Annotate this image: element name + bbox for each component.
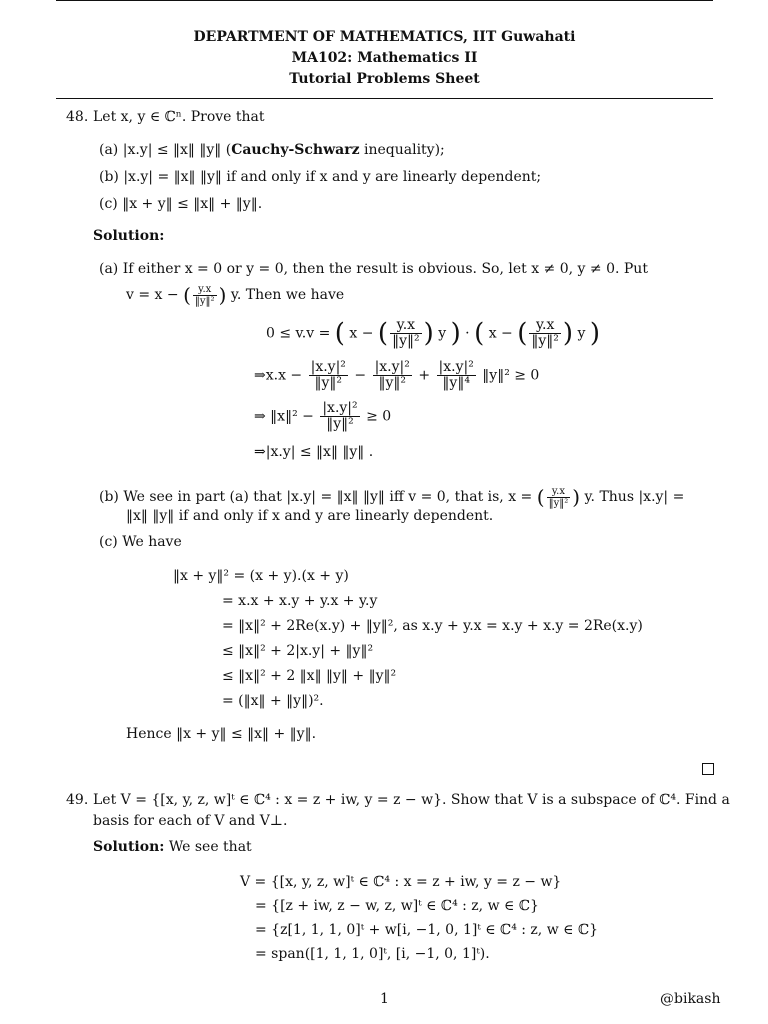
equation-a-line3: ⇒ ‖x‖² − $\frac{\text{|x.y|²}}{\text{‖y‖²}}$ ≥ 0	[254, 400, 392, 432]
author-handle: @bikash	[660, 991, 721, 1007]
solution-a-line1: (a) If either x = 0 or y = 0, then the result is obvious. So, let x ≠ 0, y ≠ 0. Put	[99, 261, 648, 277]
equation-v-line4: = span([1, 1, 1, 0]ᵗ, [i, −1, 0, 1]ᵗ).	[255, 946, 490, 962]
equation-c-line1: ‖x + y‖² = (x + y).(x + y)	[173, 568, 349, 584]
solution-c-intro: (c) We have	[99, 534, 182, 550]
problem-48-statement: Let x, y ∈ ℂⁿ. Prove that	[93, 109, 265, 125]
equation-a-line4: ⇒|x.y| ≤ ‖x‖ ‖y‖ .	[254, 444, 374, 460]
equation-a-line1: 0 ≤ v.v = ( x − ( $\frac{y.x}{\text{‖y‖²}}$ ) y ) · ( x − ( $\frac{y.x}{\text{‖y‖²}}$ ) y )	[266, 317, 601, 349]
problem-48-number: 48.	[66, 109, 89, 125]
header-department: DEPARTMENT OF MATHEMATICS, IIT Guwahati	[193, 29, 576, 45]
problem-48-part-c: (c) ‖x + y‖ ≤ ‖x‖ + ‖y‖.	[99, 196, 263, 212]
qed-box	[702, 763, 714, 775]
solution-b-line2: ‖x‖ ‖y‖ if and only if x and y are linearly dependent.	[126, 508, 494, 524]
equation-v-line2: = {[z + iw, z − w, z, w]ᵗ ∈ ℂ⁴ : z, w ∈ ℂ}	[255, 898, 539, 914]
equation-v-line1: V = {[x, y, z, w]ᵗ ∈ ℂ⁴ : x = z + iw, y = z − w}	[240, 874, 562, 890]
page-number: 1	[380, 991, 389, 1007]
equation-a-line2: ⇒x.x − $\frac{\text{|x.y|²}}{\text{‖y‖²}}$ − $\frac{\text{|x.y|²}}{\text{‖y‖²}}$ + $\frac{\text{|x.y|²}}{\text{‖y‖⁴}}$ ‖y‖² ≥ 0	[254, 359, 540, 391]
equation-v-line3: = {z[1, 1, 1, 0]ᵗ + w[i, −1, 0, 1]ᵗ ∈ ℂ⁴ : z, w ∈ ℂ}	[255, 922, 598, 938]
problem-48-part-a: (a) |x.y| ≤ ‖x‖ ‖y‖ (Cauchy-Schwarz inequality);	[99, 142, 445, 158]
header-rule	[56, 98, 713, 99]
equation-c-line6: = (‖x‖ + ‖y‖)².	[222, 693, 324, 709]
solution-b-line1: (b) We see in part (a) that |x.y| = ‖x‖ ‖y‖ iff v = 0, that is, x = ( $\frac{y.x}{\text{‖y‖²}}$ ) y. Thus |x.y| =	[99, 485, 685, 509]
problem-49-number: 49.	[66, 792, 89, 808]
solution-c-conclusion: Hence ‖x + y‖ ≤ ‖x‖ + ‖y‖.	[126, 726, 317, 742]
equation-c-line4: ≤ ‖x‖² + 2|x.y| + ‖y‖²	[222, 643, 374, 659]
solution-a-line2: v = x − ( $\frac{y.x}{\text{‖y‖²}}$ ) y. Then we have	[126, 283, 345, 307]
top-rule	[56, 0, 713, 1]
equation-c-line2: = x.x + x.y + y.x + y.y	[222, 593, 378, 609]
equation-c-line3: = ‖x‖² + 2Re(x.y) + ‖y‖², as x.y + y.x = x.y + x.y = 2Re(x.y)	[222, 618, 643, 634]
problem-48-part-b: (b) |x.y| = ‖x‖ ‖y‖ if and only if x and y are linearly dependent;	[99, 169, 542, 185]
problem-49-solution: Solution: We see that	[93, 839, 252, 855]
problem-48-solution-label: Solution:	[93, 228, 165, 244]
equation-c-line5: ≤ ‖x‖² + 2 ‖x‖ ‖y‖ + ‖y‖²	[222, 668, 397, 684]
problem-49-statement-line2: basis for each of V and V⊥.	[93, 813, 288, 829]
problem-49-statement-line1: Let V = {[x, y, z, w]ᵗ ∈ ℂ⁴ : x = z + iw, y = z − w}. Show that V is a subspace of ℂ⁴. Find a	[93, 792, 730, 808]
header-course: MA102: Mathematics II	[291, 50, 478, 66]
header-sheet-title: Tutorial Problems Sheet	[289, 71, 480, 87]
